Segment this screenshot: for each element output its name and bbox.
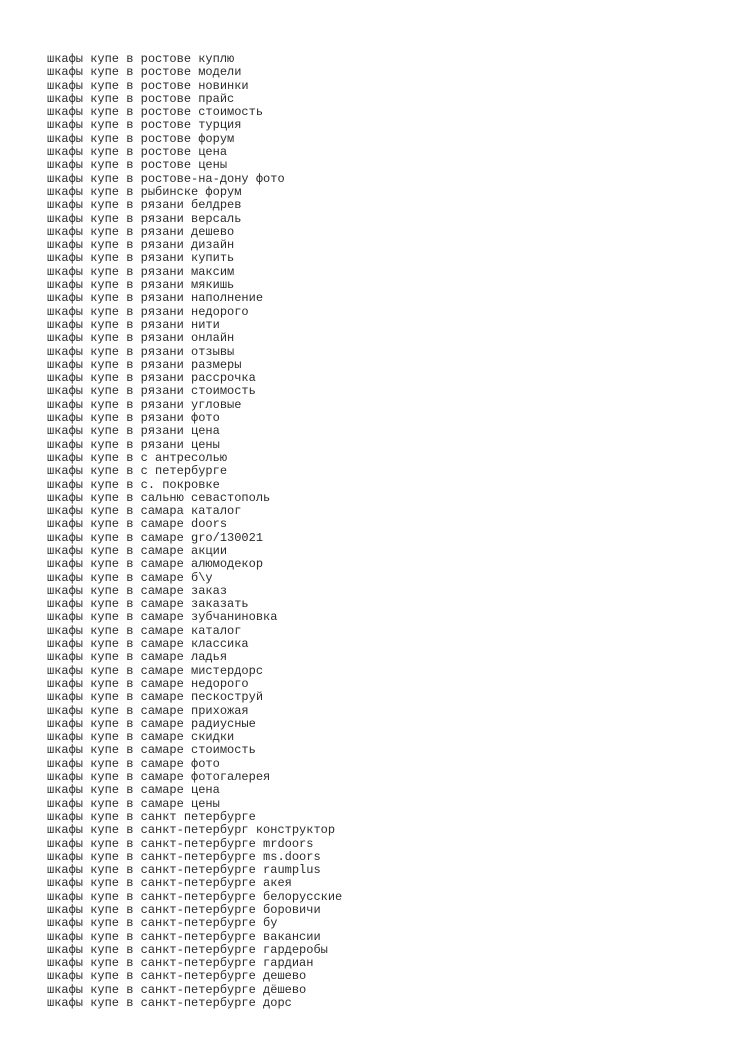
text-line: шкафы купе в ростове цены — [47, 158, 228, 173]
text-line: шкафы купе в ростове модели — [47, 65, 242, 80]
text-line: шкафы купе в санкт-петербурге raumplus — [47, 863, 321, 878]
text-line: шкафы купе в самаре классика — [47, 637, 249, 652]
text-line: шкафы купе в рязани белдрев — [47, 198, 242, 213]
text-line: шкафы купе в с. покровке — [47, 477, 220, 492]
text-line: шкафы купе в самаре прихожая — [47, 703, 249, 718]
text-line: шкафы купе в рязани размеры — [47, 357, 242, 372]
text-line: шкафы купе в санкт-петербурге вакансии — [47, 929, 321, 944]
text-line: шкафы купе в рязани цена — [47, 424, 220, 439]
text-line: шкафы купе в самаре мистердорс — [47, 663, 264, 678]
text-line: шкафы купе в самаре заказать — [47, 597, 249, 612]
text-line: шкафы купе в санкт-петербург конструктор — [47, 823, 336, 838]
text-line: шкафы купе в рязани цены — [47, 437, 220, 452]
text-line: шкафы купе в санкт петербурге — [47, 809, 256, 824]
text-line: шкафы купе в рязани версаль — [47, 211, 242, 226]
text-line: шкафы купе в ростове прайс — [47, 91, 235, 106]
text-line: шкафы купе в рязани мякишь — [47, 278, 235, 293]
text-line: шкафы купе в рязани наполнение — [47, 291, 264, 306]
text-line: шкафы купе в самаре каталог — [47, 623, 242, 638]
text-line: шкафы купе в рязани онлайн — [47, 331, 235, 346]
text-line: шкафы купе в санкт-петербурге дорс — [47, 996, 292, 1011]
text-line: шкафы купе в санкт-петербурге mrdoors — [47, 836, 314, 851]
text-line: шкафы купе в самаре doors — [47, 517, 228, 532]
text-line: шкафы купе в санкт-петербурге акея — [47, 876, 292, 891]
text-line: шкафы купе в рязани нити — [47, 317, 220, 332]
text-line: шкафы купе в самаре фото — [47, 756, 220, 771]
text-line: шкафы купе в рязани дизайн — [47, 238, 235, 253]
text-line: шкафы купе в самаре б\у — [47, 570, 213, 585]
text-line: шкафы купе в самаре стоимость — [47, 743, 256, 758]
text-line: шкафы купе в самаре скидки — [47, 730, 235, 745]
text-line: шкафы купе в самаре ладья — [47, 650, 228, 665]
text-line: шкафы купе в самаре радиусные — [47, 716, 256, 731]
text-line: шкафы купе в рязани дешево — [47, 224, 235, 239]
text-line: шкафы купе в самаре цены — [47, 796, 220, 811]
text-line: шкафы купе в сальню севастополь — [47, 490, 271, 505]
text-line: шкафы купе в ростове форум — [47, 131, 235, 146]
text-line: шкафы купе в самаре недорого — [47, 676, 249, 691]
text-line: шкафы купе в санкт-петербурге бу — [47, 916, 278, 931]
text-line: шкафы купе в рязани угловые — [47, 397, 242, 412]
text-line: шкафы купе в самаре зубчаниновка — [47, 610, 278, 625]
text-line: шкафы купе в рязани рассрочка — [47, 371, 256, 386]
text-line: шкафы купе в рязани отзывы — [47, 344, 235, 359]
text-line: шкафы купе в ростове стоимость — [47, 105, 264, 120]
text-line: шкафы купе в самаре заказ — [47, 583, 228, 598]
keyword-list — [47, 53, 342, 1010]
text-line: шкафы купе в санкт-петербурге гардиан — [47, 956, 314, 971]
text-line: шкафы купе в рязани максим — [47, 264, 235, 279]
text-line: шкафы купе в самаре акции — [47, 543, 228, 558]
text-line: шкафы купе в санкт-петербурге дешево — [47, 969, 307, 984]
text-line: шкафы купе в с антресолью — [47, 450, 228, 465]
text-line: шкафы купе в санкт-петербурге белорусские — [47, 889, 343, 904]
text-line: шкафы купе в ростове новинки — [47, 78, 249, 93]
text-line: шкафы купе в самаре цена — [47, 783, 220, 798]
text-line: шкафы купе в самаре gro/130021 — [47, 530, 264, 545]
text-line: шкафы купе в санкт-петербурге ms.doors — [47, 849, 321, 864]
text-line: шкафы купе в ростове-на-дону фото — [47, 171, 285, 186]
text-line: шкафы купе в санкт-петербурге дёшево — [47, 982, 307, 997]
text-line: шкафы купе в ростове куплю — [47, 52, 235, 66]
text-line: шкафы купе в самара каталог — [47, 504, 242, 519]
text-line: шкафы купе в рязани стоимость — [47, 384, 256, 399]
text-line: шкафы купе в ростове турция — [47, 118, 242, 133]
text-line: шкафы купе в санкт-петербурге боровичи — [47, 903, 321, 917]
text-line: шкафы купе в санкт-петербурге гардеробы — [47, 942, 328, 957]
text-line: шкафы купе в рыбинске форум — [47, 184, 242, 199]
text-line: шкафы купе в с петербурге — [47, 464, 228, 479]
text-line: шкафы купе в рязани фото — [47, 411, 220, 426]
text-line: шкафы купе в самаре фотогалерея — [47, 770, 271, 785]
text-line: шкафы купе в рязани купить — [47, 251, 235, 266]
text-line: шкафы купе в ростове цена — [47, 145, 228, 160]
text-line: шкафы купе в рязани недорого — [47, 304, 249, 319]
text-line: шкафы купе в самаре алюмодекор — [47, 557, 264, 572]
text-line: шкафы купе в самаре пескоструй — [47, 690, 264, 705]
